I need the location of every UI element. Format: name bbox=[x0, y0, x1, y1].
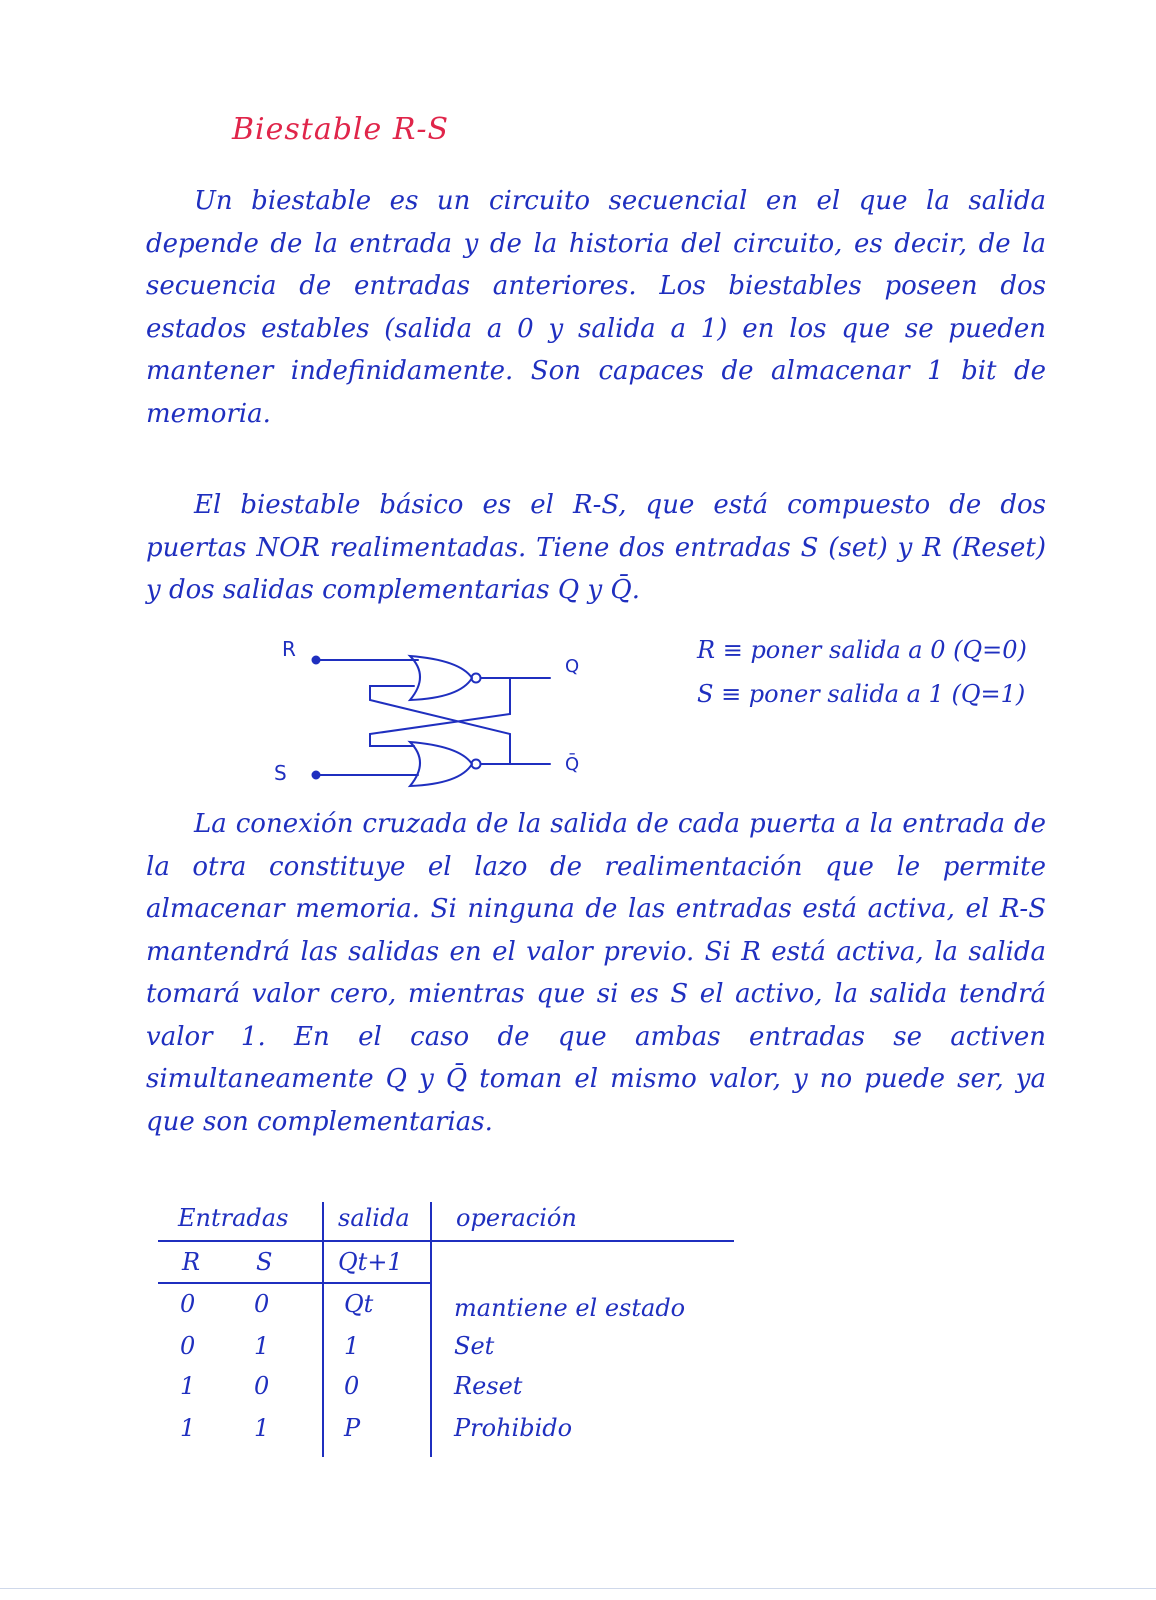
row-3-r: 1 bbox=[180, 1372, 196, 1400]
subheader-rule bbox=[158, 1282, 430, 1284]
row-3-s: 0 bbox=[254, 1372, 270, 1400]
col-rule-2 bbox=[430, 1202, 432, 1457]
header-rule bbox=[158, 1240, 734, 1242]
label-q: Q bbox=[565, 656, 580, 677]
row-4-r: 1 bbox=[180, 1414, 196, 1442]
row-1-q: Qt bbox=[344, 1290, 374, 1318]
truth-table bbox=[158, 1202, 758, 1462]
col-rule-1 bbox=[322, 1202, 324, 1457]
header-salida: salida bbox=[338, 1204, 410, 1232]
subheader-q: Qt+1 bbox=[338, 1248, 403, 1276]
row-2-q: 1 bbox=[344, 1332, 360, 1360]
header-operacion: operación bbox=[456, 1204, 577, 1232]
header-entradas: Entradas bbox=[178, 1204, 289, 1232]
row-4-op: Prohibido bbox=[454, 1414, 573, 1442]
row-2-r: 0 bbox=[180, 1332, 196, 1360]
nor-gate-top bbox=[410, 656, 472, 700]
row-4-s: 1 bbox=[254, 1414, 270, 1442]
rs-latch-diagram bbox=[260, 630, 600, 800]
row-1-s: 0 bbox=[254, 1290, 270, 1318]
subheader-r: R bbox=[182, 1248, 201, 1276]
row-4-q: P bbox=[344, 1414, 361, 1442]
row-2-op: Set bbox=[454, 1332, 495, 1360]
label-s: S bbox=[274, 761, 287, 785]
paragraph-feedback-text: La conexión cruzada de la salida de cada puerta a la entrada de la otra constituye el lazo de realimentación que le permite almacenar memoria. Si ninguna de las entradas está activa, el R-S mantendrá las salidas en el valor previo. Si R está activa, la salida tomará valor cero, mientras que si es S el activo, la salida tendrá valor 1. En el caso de que ambas entradas se activen simultaneamente Q y Q̄ toman el mismo valor, y no puede ser, ya que son complementarias. bbox=[146, 809, 1046, 1137]
page-bottom-edge bbox=[0, 1588, 1156, 1589]
paragraph-basic-rs bbox=[146, 484, 1046, 612]
row-1-r: 0 bbox=[180, 1290, 196, 1318]
paragraph-definition bbox=[146, 180, 1046, 435]
row-2-s: 1 bbox=[254, 1332, 270, 1360]
subheader-s: S bbox=[256, 1248, 273, 1276]
legend-s: S ≡ poner salida a 1 (Q=1) bbox=[697, 680, 1026, 708]
label-qbar: Q̄ bbox=[565, 754, 580, 775]
nor-gate-bottom bbox=[410, 742, 472, 786]
label-r: R bbox=[282, 637, 296, 661]
row-3-q: 0 bbox=[344, 1372, 360, 1400]
page-title: Biestable R-S bbox=[232, 112, 450, 147]
paragraph-definition-text: Un biestable es un circuito secuencial en el que la salida depende de la entrada y de la historia del circuito, es decir, de la secuencia de entradas anteriores. Los biestables poseen dos estados estables (salida a 0 y salida a 1) en los que se pueden mantener indefinidamente. Son capaces de almacenar 1 bit de memoria. bbox=[146, 186, 1046, 429]
paragraph-feedback bbox=[146, 803, 1046, 1143]
legend-r: R ≡ poner salida a 0 (Q=0) bbox=[697, 636, 1027, 664]
paragraph-basic-rs-text: El biestable básico es el R-S, que está compuesto de dos puertas NOR realimentadas. Tiene dos entradas S (set) y R (Reset) y dos salidas complementarias Q y Q̄. bbox=[146, 490, 1046, 605]
row-1-op: mantiene el estado bbox=[454, 1294, 686, 1322]
row-3-op: Reset bbox=[454, 1372, 523, 1400]
feedback-q-to-bottom bbox=[370, 678, 510, 746]
